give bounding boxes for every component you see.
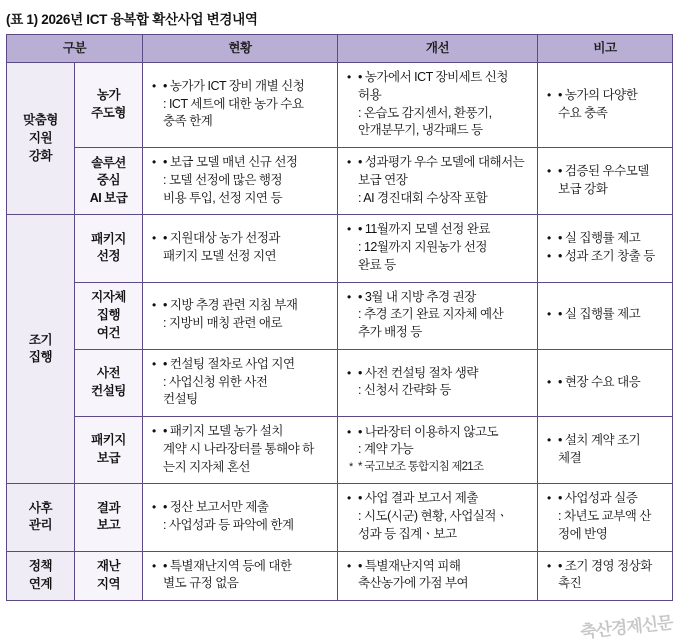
cell-improve-1-1 (338, 63, 538, 148)
bullet: • • 검증된 우수모델 (547, 163, 665, 181)
sub-line: : 온습도 감지센서, 환풍기, (358, 105, 492, 120)
sub-line: 성과 등 집계ㆍ보고 (358, 526, 457, 541)
sub-line: 완료 등 (358, 257, 396, 272)
group-label-3 (7, 484, 75, 551)
bullet: • • 농가의 다양한 (547, 87, 665, 105)
cell-current-1-1 (143, 63, 338, 148)
sub-label-2-4-line2: 보급 (96, 451, 121, 466)
sub-line: : 12월까지 지원농가 선정 (358, 240, 487, 254)
sub-line: 보급 연장 (358, 172, 408, 187)
group-label-4 (7, 551, 75, 601)
group-label-3-line2: 관리 (28, 518, 53, 533)
sub-line: 허용 (358, 87, 382, 102)
bullet: • • 보급 모델 매년 신규 선정 (152, 154, 330, 172)
bullet: • • 패키지 모델 농가 설치 (152, 423, 330, 441)
bullet: • • 나라장터 이용하지 않고도 (347, 424, 530, 442)
column-header-improve: 개선 (338, 35, 538, 63)
column-header-category: 구분 (7, 35, 143, 63)
bullet: • • 지방 추경 관련 지침 부재 (152, 297, 330, 315)
bullet: • • 특별재난지역 피해 (347, 558, 530, 576)
sub-label-3-1 (75, 484, 143, 551)
bullet: • • 사전 컨설팅 절차 생략 (347, 365, 530, 383)
sub-label-2-1 (75, 215, 143, 282)
column-header-remark: 비고 (538, 35, 673, 63)
cell-improve-2-1 (338, 215, 538, 282)
sub-line: 추가 배정 등 (358, 325, 422, 339)
sub-line: : 계약 가능 (358, 442, 414, 457)
bullet: • • 정산 보고서만 제출 (152, 499, 330, 517)
cell-current-2-3 (143, 349, 338, 416)
sub-line: 계약 시 나라장터를 통해야 하 (163, 441, 314, 456)
sub-line: 정에 반영 (558, 526, 608, 541)
sub-line: : 사업신청 위한 사전 (163, 374, 268, 389)
table-row (7, 63, 673, 148)
column-header-current: 현황 (143, 35, 338, 63)
cell-remark-4-1 (538, 551, 673, 601)
cell-remark-1-2 (538, 148, 673, 215)
sub-label-1-2 (75, 148, 143, 215)
sub-line: 컨설팅 (163, 392, 198, 407)
bullet: • • 11월까지 모델 선정 완료 (347, 221, 530, 239)
sub-line: : AI 경진대회 수상작 포함 (358, 190, 488, 205)
sub-label-1-2-line2: 중심 (96, 173, 121, 188)
bullet: • • 사업성과 실증 (547, 490, 665, 508)
sub-line: 축산농가에 가점 부여 (358, 576, 469, 591)
table-row (7, 484, 673, 551)
sub-line: : 사업성과 등 파악에 한계 (163, 517, 294, 532)
bullet: • • 농가에서 ICT 장비세트 신청 (347, 69, 530, 87)
cell-improve-2-4 (338, 417, 538, 484)
sub-label-2-2-line1: 지자체 (91, 290, 126, 304)
sub-label-2-2 (75, 282, 143, 349)
cell-current-2-1 (143, 215, 338, 282)
ict-change-table (6, 34, 673, 601)
cell-remark-2-1 (538, 215, 673, 282)
sub-label-1-2-line3: AI 보급 (89, 191, 128, 205)
sub-line: : ICT 세트에 대한 농가 수요 (163, 96, 304, 111)
group-label-1 (7, 63, 75, 215)
sub-line: : 신청서 간략화 등 (358, 383, 451, 398)
bullet: • • 3월 내 지방 추경 권장 (347, 289, 530, 307)
cell-current-3-1 (143, 484, 338, 551)
cell-remark-2-4 (538, 417, 673, 484)
sub-line: 는지 지자체 혼선 (163, 459, 250, 474)
sub-label-2-4-line1: 패키지 (91, 433, 126, 448)
sub-line: : 추경 조기 완료 지자체 예산 (358, 307, 504, 322)
sub-label-2-2-line3: 여건 (96, 325, 121, 340)
sub-label-1-1 (75, 63, 143, 148)
bullet: • • 현장 수요 대응 (547, 374, 665, 392)
table-row (7, 349, 673, 416)
cell-remark-1-1 (538, 63, 673, 148)
table-header (7, 35, 673, 63)
sub-line: 수요 충족 (558, 105, 608, 120)
group-label-4-line1: 정책 (28, 559, 53, 573)
sub-label-2-2-line2: 집행 (96, 307, 121, 322)
sub-label-1-1-line1: 농가 (96, 88, 121, 103)
group-label-2-line2: 집행 (28, 350, 53, 365)
cell-improve-1-2 (338, 148, 538, 215)
table-caption: (표 1) 2026년 ICT 융복합 확산사업 변경내역 (6, 12, 258, 27)
bullet: • • 실 집행률 제고 (547, 230, 665, 248)
bullet: • • 성과평가 우수 모델에 대해서는 (347, 154, 530, 172)
sub-label-2-1-line1: 패키지 (91, 231, 126, 246)
bullet: • • 컨설팅 절차로 사업 지연 (152, 356, 330, 374)
sub-label-2-1-line2: 선정 (96, 249, 121, 264)
sub-label-2-3 (75, 349, 143, 416)
sub-line: 패키지 모델 선정 지연 (163, 248, 277, 263)
table-row (7, 551, 673, 601)
bullet: • • 조기 경영 정상화 (547, 558, 665, 576)
table-header-row (7, 35, 673, 63)
bullet: • • 실 집행률 제고 (547, 306, 665, 324)
sub-label-4-1 (75, 551, 143, 601)
group-label-4-line2: 연계 (28, 576, 53, 591)
sub-line: 안개분무기, 냉각패드 등 (358, 123, 483, 138)
sub-label-4-1-line1: 재난 (96, 559, 121, 573)
watermark: 축산경제신문 (579, 613, 674, 642)
cell-remark-2-3 (538, 349, 673, 416)
bullet: • • 성과 조기 창출 등 (547, 248, 665, 266)
cell-current-4-1 (143, 551, 338, 601)
cell-remark-3-1 (538, 484, 673, 551)
cell-improve-3-1 (338, 484, 538, 551)
cell-improve-2-3 (338, 349, 538, 416)
sub-label-1-1-line2: 주도형 (91, 106, 126, 120)
sub-label-2-3-line2: 컨설팅 (91, 383, 126, 398)
group-label-1-line1: 맞춤형 (23, 113, 58, 127)
bullet: • • 농가가 ICT 장비 개별 신청 (152, 78, 330, 96)
sub-line: : 모델 선정에 많은 행정 (163, 172, 283, 187)
cell-improve-2-2 (338, 282, 538, 349)
table-row (7, 215, 673, 282)
cell-remark-2-2 (538, 282, 673, 349)
cell-current-1-2 (143, 148, 338, 215)
sub-label-4-1-line2: 지역 (96, 576, 121, 591)
sub-label-1-2-line1: 솔루션 (91, 155, 126, 170)
sub-label-3-1-line1: 결과 (96, 500, 121, 515)
sub-line: : 시도(시군) 현황, 사업실적ㆍ (358, 509, 508, 523)
bullet: • • 지원대상 농가 선정과 (152, 230, 330, 248)
bullet: • • 특별재난지역 등에 대한 (152, 558, 330, 576)
group-label-3-line1: 사후 (28, 500, 53, 515)
table-row (7, 148, 673, 215)
sub-line: 촉진 (558, 576, 582, 591)
bullet: • • 설치 계약 조기 (547, 432, 665, 450)
sub-label-2-4 (75, 417, 143, 484)
table-body (7, 63, 673, 601)
sub-line: 비용 투입, 선정 지연 등 (163, 190, 283, 205)
table-row (7, 417, 673, 484)
group-label-2-line1: 조기 (28, 332, 53, 347)
bullet: • • 사업 결과 보고서 제출 (347, 490, 530, 508)
cell-current-2-2 (143, 282, 338, 349)
group-label-1-line3: 강화 (28, 148, 53, 163)
sub-line: : 지방비 매칭 관련 애로 (163, 316, 283, 331)
sub-line: 보급 강화 (558, 181, 608, 196)
cell-current-2-4 (143, 417, 338, 484)
table-row (7, 282, 673, 349)
footnote: * * 국고보조 통합지침 제21조 (347, 459, 530, 475)
sub-label-2-3-line1: 사전 (96, 366, 121, 381)
sub-label-3-1-line2: 보고 (96, 518, 121, 533)
sub-line: 체결 (558, 450, 582, 465)
sub-line: 충족 한계 (163, 114, 213, 129)
sub-line: : 차년도 교부액 산 (558, 509, 651, 523)
sub-line: 별도 규정 없음 (163, 576, 239, 591)
cell-improve-4-1 (338, 551, 538, 601)
group-label-2 (7, 215, 75, 484)
group-label-1-line2: 지원 (28, 130, 53, 145)
